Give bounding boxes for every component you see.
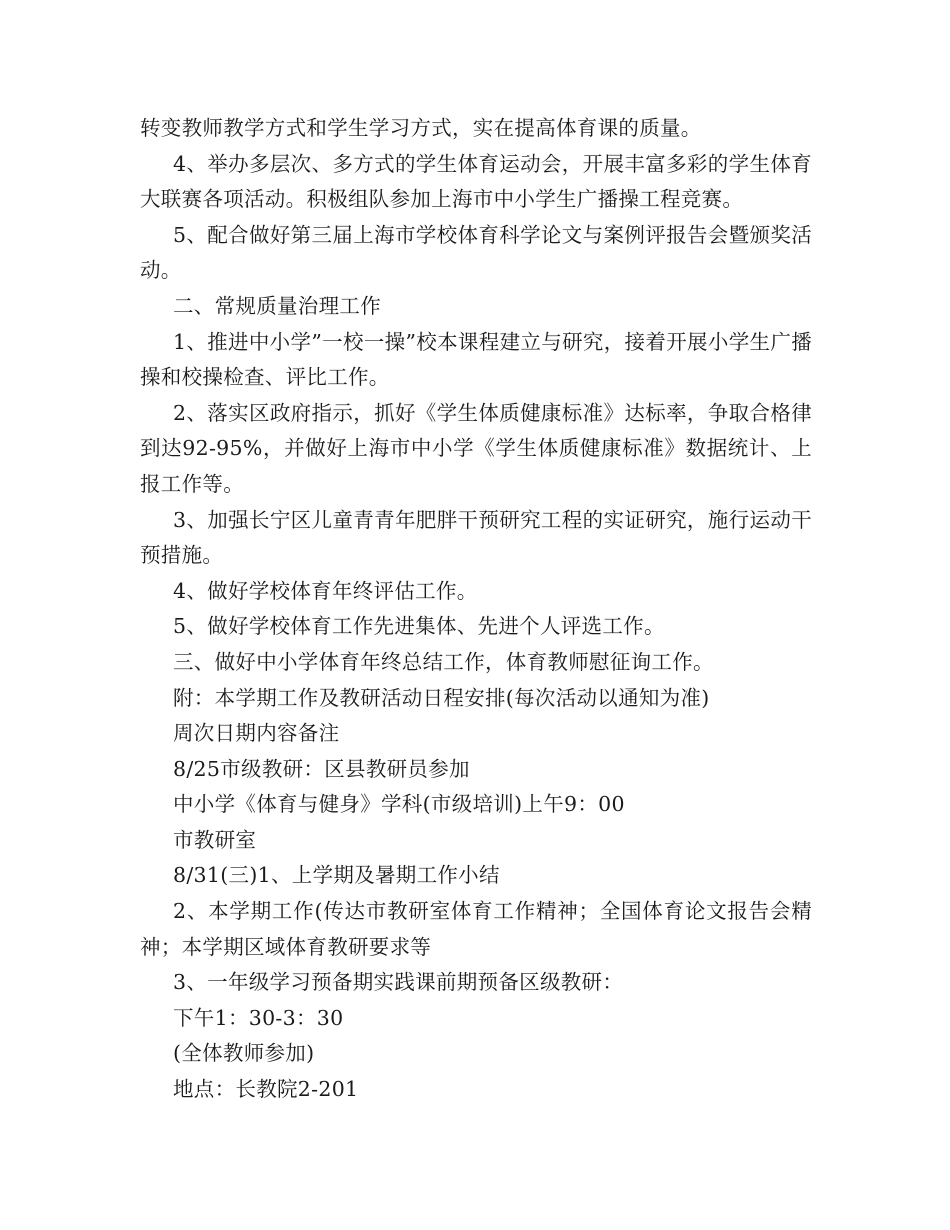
schedule-line: 市教研室 [173,827,257,852]
paragraph-1: 转变教师教学方式和学生学习方式，实在提高体育课的质量。 [140,116,702,140]
paragraph-6: 2、落实区政府指示，抓好《学生体质健康标准》达标率，争取合格律到达92-95%，并做好上海市中小学《学生体质健康标准》数据统计、上报工作等。 [140,400,812,496]
schedule-line: 下午1：30-3：30 [173,1005,344,1030]
schedule-line: 8/31(三)1、上学期及暑期工作小结 [173,863,500,888]
schedule-line: 2、本学期工作(传达市教研室体育工作精神；全国体育论文报告会精神；本学期区域体育教研要求等 [140,899,812,959]
schedule-line: 中小学《体育与健身》学科(市级培训)上午9：00 [173,792,625,817]
schedule-line: 3、一年级学习预备期实践课前期预备区级教研： [173,970,624,995]
paragraph-5: 1、推进中小学”一校一操”校本课程建立与研究，接着开展小学生广播操和校操检查、评比工作。 [140,329,812,390]
paragraph-8: 4、做好学校体育年终评估工作。 [173,578,478,603]
schedule-header: 周次日期内容备注 [173,721,340,746]
section-heading-2: 二、常规质量治理工作 [173,293,381,318]
paragraph-9: 5、做好学校体育工作先进集体、先进个人评选工作。 [173,614,665,639]
schedule-line: (全体教师参加) [173,1041,315,1066]
paragraph-3: 5、配合做好第三届上海市学校体育科学论文与案例评报告会暨颁奖活动。 [140,222,812,283]
schedule-line: 地点：长教院2-201 [173,1077,359,1102]
paragraph-2: 4、举办多层次、多方式的学生体育运动会，开展丰富多彩的学生体育大联赛各项活动。积极组队参加上海市中小学生广播操工程竞赛。 [140,151,812,212]
schedule-line: 8/25市级教研：区县教研员参加 [173,756,470,781]
section-heading-3: 三、做好中小学体育年终总结工作，体育教师慰征询工作。 [173,649,714,674]
document-body [140,111,812,1108]
paragraph-7: 3、加强长宁区儿童青青年肥胖干预研究工程的实证研究，施行运动干预措施。 [140,507,812,568]
appendix-heading: 附：本学期工作及教研活动日程安排(每次活动以通知为准) [173,685,710,710]
